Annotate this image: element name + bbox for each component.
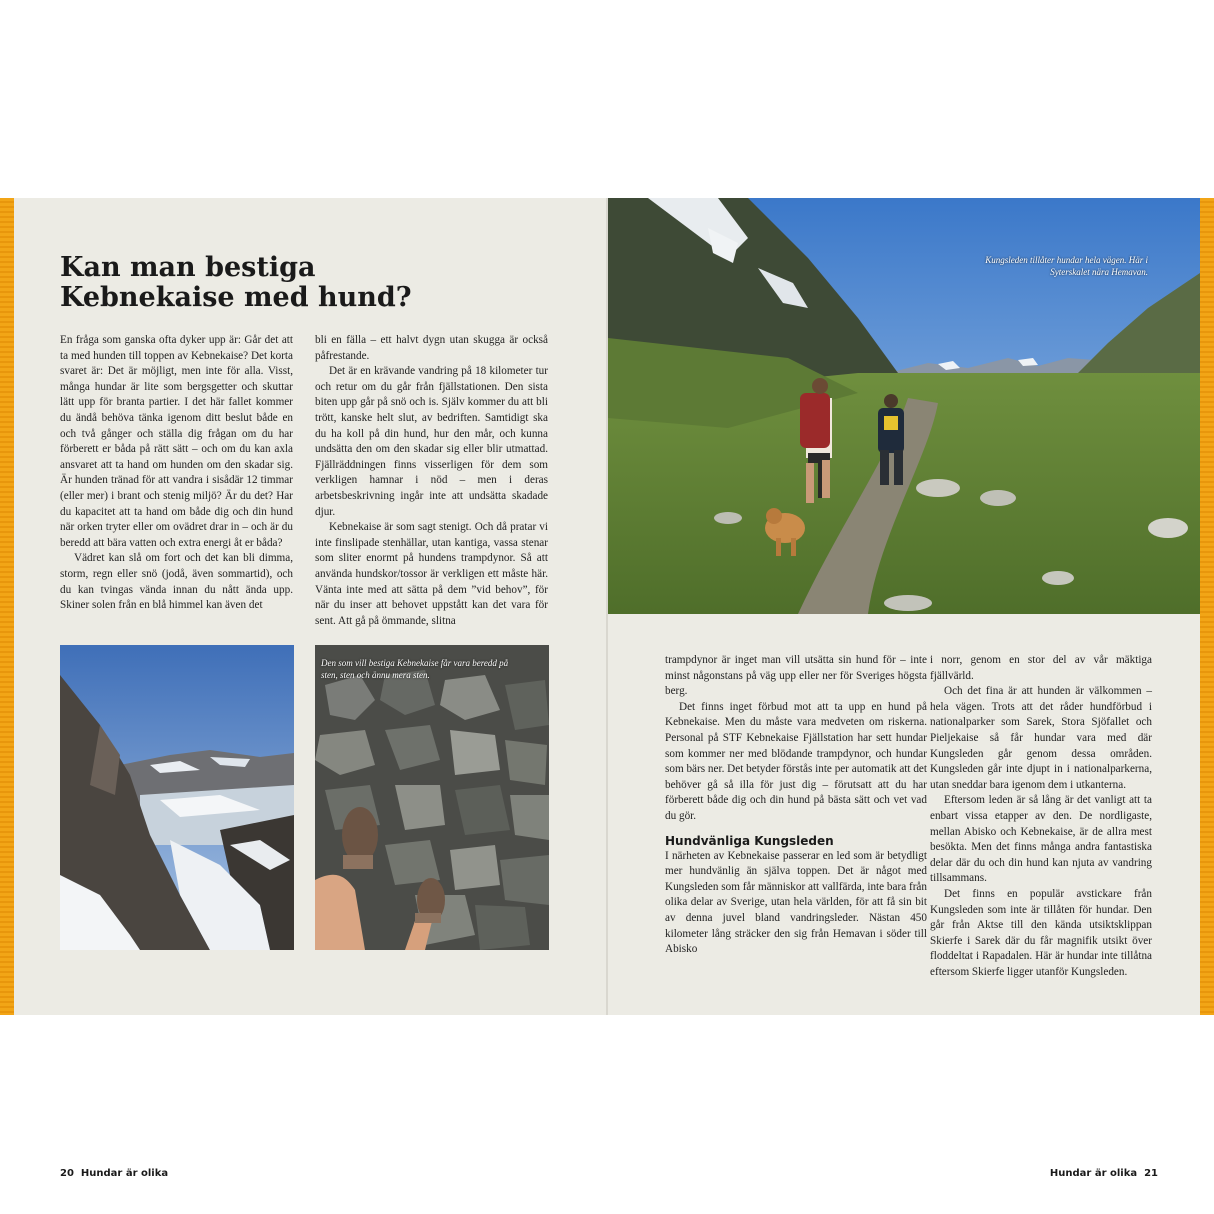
left-page xyxy=(0,198,606,1179)
page-edge-right xyxy=(1200,198,1214,1015)
paragraph: Vädret kan slå om fort och det kan bli dimma, storm, regn eller snö (jodå, även sommartid), och du kan tvingas vända innan du nått ända upp. Skiner solen från en blå himmel kan även det xyxy=(60,552,293,612)
paragraph: Eftersom leden är så lång är det vanligt att ta enbart vissa etapper av den. De nordligaste, mellan Abisko och Kebnekaise, är de allra mest besökta. Men det finns många andra fantastiska delar där du och din hund kan njuta av vandring tillsammans. xyxy=(930,794,1152,885)
paragraph: Det finns inget förbud mot att ta upp en hund på Kebnekaise. Men du måste vara medveten om riskerna. Personal på STF Kebnekaise Fjällstation har sett hundar som kommer ner med blödande trampdynor, och hundar som bärs ner. Det betyder förstås inte per automatik att det behöver gå så illa för just dig – förutsatt att du har förberett både dig och din hund på bästa sätt och vet vad du gör. xyxy=(665,700,927,822)
page-number: 20 xyxy=(60,1168,74,1179)
left-column-2 xyxy=(315,333,548,629)
mountain-photo xyxy=(60,645,294,950)
right-column-1 xyxy=(665,653,927,958)
section-heading: Hundvänliga Kungsleden xyxy=(665,833,834,848)
paragraph: bli en fälla – ett halvt dygn utan skugga är också påfrestande. xyxy=(315,334,548,362)
valley-hikers-photo xyxy=(608,198,1200,614)
right-column-2 xyxy=(930,653,1152,980)
folio-right xyxy=(1050,1168,1158,1179)
page-edge-left xyxy=(0,198,14,1015)
page-title xyxy=(60,253,480,313)
title-line-1: Kan man bestiga xyxy=(60,252,316,283)
paragraph: trampdynor är inget man vill utsätta sin hund för – inte minst någonstans på väg upp eller ner för Sveriges högsta berg. xyxy=(665,654,927,698)
left-column-1 xyxy=(60,333,293,614)
paragraph: Och det fina är att hunden är välkommen – hela vägen. Trots att det råder hundförbud i nationalparker som Sarek, Stora Sjöfallet och Pieljekaise så får hundar vara med där Kungsleden går genom dessa områden. Kungsleden går inte djupt in i nationalparkerna, utan sneddar bara igenom dem i utkanterna. xyxy=(930,685,1152,791)
paragraph: En fråga som ganska ofta dyker upp är: Går det att ta med hunden till toppen av Kebnekaise? Det korta svaret är: Det är möjligt, men inte för alla. Visst, många hundar är lite som bergsgetter och skuttar lätt upp för branta partier. I det här fallet kommer du ändå behöva tänka igenom ditt beslut både en och två gånger och ställa dig frågan om du har förberett er båda på rätt sätt – och om du kan axla ansvaret att ta hand om hunden om den skadar sig. Är hunden tränad för att vandra i sisådär 12 timmar (eller mer) i brant och stenig miljö? Är du det? Har du kapacitet att ta hand om både dig och din hund när orken tryter eller om ovädret drar in – och är du beredd att bära vatten och extra energi åt er båda? xyxy=(60,334,293,549)
photo-caption: Kungsleden tillåter hundar hela vägen. Här i Syterskalet nära Hemavan. xyxy=(985,255,1148,277)
running-title: Hundar är olika xyxy=(80,1168,169,1179)
running-title: Hundar är olika xyxy=(1049,1168,1138,1179)
title-line-2: Kebnekaise med hund? xyxy=(60,282,412,313)
right-page xyxy=(608,198,1214,1179)
paragraph: Kebnekaise är som sagt stenigt. Och då pratar vi inte finslipade stenhällar, utan kantiga, vassa stenar som sliter enormt på hundens trampdynor. Så att använda hundskor/tossor är verkligen ett måste här. Vänta inte med att sätta på dem ”vid behov”, för när du inser att behovet uppstått kan det vara för sent. Att gå på ömmande, slitna xyxy=(315,521,548,627)
paragraph: Det finns en populär avstickare från Kungsleden som inte är tillåten för hundar. Den går från Aktse till den kända utsiktsklippan Skierfe i Sarek där du får magnifik utsikt över floddeltat i Rapadalen. Här är hundar inte tillåtna eftersom Skierfe ligger utanför Kungsleden. xyxy=(930,887,1152,978)
rocks-photo xyxy=(315,645,549,950)
paragraph: Det är en krävande vandring på 18 kilometer tur och retur om du går från fjällstationen. Den sista biten upp går på snö och is. Själv kommer du att bli trött, kanske helt slut, av bedriften. Samtidigt ska du ha koll på din hund, hur den mår, och kunna undsätta den om den skadar sig eller blir utmattad. Fjällräddningen finns visserligen för dem som verkligen hamnar i nöd – men i deras arbetsbeskrivning ingår inte att undsätta skadade djur. xyxy=(315,365,548,518)
book-spread xyxy=(0,198,1214,1179)
paragraph: I närheten av Kebnekaise passerar en led som är betydligt mer hundvänlig än själva toppen. Det är något med Kungsleden som får människor att vallfärda, inte bara från olika delar av Sverige, utan hela världen, för att få sin bit av denna juvel bland vandringsleder. Nästan 450 kilometer lång sträcker den sig från Hemavan i söder till Abisko xyxy=(665,849,927,956)
folio-left xyxy=(60,1168,168,1179)
photo-caption: Den som vill bestiga Kebnekaise får vara beredd på sten, sten och ännu mera sten. xyxy=(321,658,509,680)
page-number: 21 xyxy=(1144,1168,1158,1179)
paragraph: i norr, genom en stor del av vår mäktiga fjällvärld. xyxy=(930,654,1152,682)
